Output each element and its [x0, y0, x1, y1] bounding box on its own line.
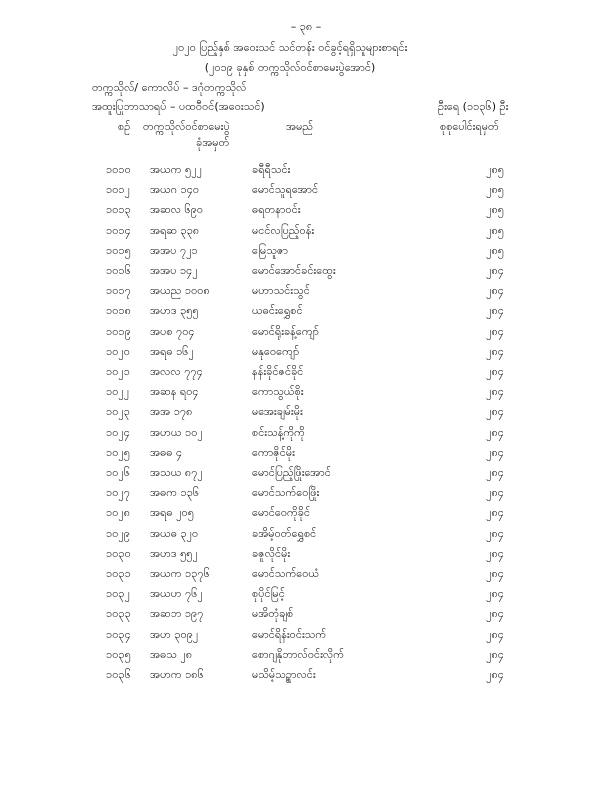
exam-number: အအပ ၁၄၂ [150, 264, 198, 277]
total-marks: ၂၈၅ [486, 203, 504, 217]
list-item [0, 325, 612, 343]
total-marks: ၂၈၄ [486, 546, 504, 560]
candidate-name: မနုဝေကျော် [252, 344, 300, 358]
row-number: ၁၀၁၅ [106, 243, 131, 257]
header-no: စဉ် [118, 120, 131, 133]
row-number: ၁၀၃၀ [106, 546, 131, 560]
university-line: တက္ကသိုလ်/ ကောလိပ် – ဒဂုံတက္ကသိုလ် [92, 81, 247, 94]
row-number: ၁၀၁၄ [106, 223, 131, 237]
total-marks: ၂၈၄ [486, 647, 504, 661]
list-item [0, 163, 612, 181]
candidate-name: ခအိမ့်ဝတ်ရွှေစင် [252, 526, 317, 540]
total-marks: ၂၈၅ [486, 243, 504, 257]
list-item [0, 668, 612, 686]
exam-number: အယဟ ၇၆၂ [150, 587, 203, 601]
row-number: ၁၀၂၂ [106, 385, 130, 399]
total-marks: ၂၈၄ [486, 567, 504, 580]
candidate-name: ခဇူလိုင်မိုး [252, 546, 291, 560]
total-marks: ၂၈၄ [486, 526, 504, 540]
row-number: ၁၀၂၈ [106, 506, 131, 520]
exam-number: အဓက ၁၃၆ [150, 486, 200, 500]
exam-number: အယက ၁၃၇၆ [150, 567, 210, 580]
list-item [0, 284, 612, 302]
total-marks: ၂၈၅ [486, 223, 504, 237]
page-number: – ၃၈ – [290, 20, 322, 33]
candidate-name: ကောသွယ်စိုး [252, 385, 304, 399]
list-item [0, 527, 612, 545]
row-number: ၁၀၂၄ [106, 425, 130, 439]
candidate-name: မောင်ပြည့်ဖြိုးအောင် [252, 466, 331, 479]
list-item [0, 426, 612, 444]
list-item [0, 385, 612, 403]
exam-number: အဆဘ ၁၉၇ [150, 607, 204, 621]
candidate-name: မောင်အောင်ခင်းထွေး [252, 264, 336, 277]
total-marks: ၂၈၄ [486, 304, 504, 318]
exam-number: အအပ ၇၂၁ [150, 243, 198, 257]
candidate-name: ကောဇိုင်မိုး [252, 445, 295, 459]
candidate-name: မောင်သူရအောင် [252, 183, 319, 197]
row-number: ၁၀၁၈ [106, 304, 131, 318]
major-line: အထူးပြုဘာသာရပ် – ပထဝီဝင်(အဝေးသင်) [92, 100, 265, 113]
total-marks: ၂၈၄ [486, 324, 504, 338]
list-item [0, 244, 612, 262]
candidate-name: ဓရတနာဝင်း [252, 203, 301, 217]
list-item [0, 486, 612, 504]
row-number: ၁၀၁၀ [106, 163, 131, 176]
exam-number: အရဓ ၁၆၂ [150, 344, 194, 358]
exam-number: အအ ၁၇၈ [150, 405, 193, 419]
header-exam-no-sub: ခုံအမှတ် [196, 136, 230, 149]
row-number: ၁၀၂၀ [106, 344, 130, 358]
candidate-name: မအေးချမ်းမိုး [252, 405, 303, 419]
list-item [0, 183, 612, 201]
candidate-name: မငင်လပြည့်ဝန်း [252, 223, 315, 237]
candidate-name: မောင်သက်ဝေယံ [252, 567, 320, 580]
row-number: ၁၀၁၉ [106, 324, 131, 338]
list-item [0, 587, 612, 605]
title-line-1: ၂၀၂၀ ပြည့်နှစ် အဝေးသင် သင်တန်း ဝင်ခွင့်ရရှိသူများစာရင်း [172, 41, 408, 54]
list-item [0, 446, 612, 464]
candidate-name: မောင်ရိန်းဝင်းသက် [252, 627, 327, 641]
candidate-name: မောင်ဝေကိုခိုင် [252, 506, 311, 520]
candidate-name: မြေသူဇာ [252, 243, 289, 257]
candidate-name: မသိမ့်သဥ္စာလင်း [252, 668, 316, 681]
exam-number: အပစ ၇၀၄ [150, 324, 195, 338]
total-marks: ၂၈၄ [486, 264, 504, 277]
row-number: ၁၀၃၂ [106, 587, 130, 601]
list-item [0, 203, 612, 221]
exam-number: အသယ ၈၇၂ [150, 466, 203, 479]
total-marks: ၂၈၄ [486, 385, 504, 399]
candidate-name: မောင်သက်ဝေဖြိုး [252, 486, 320, 500]
exam-number: အဟက ၁၈၆ [150, 668, 204, 681]
exam-number: အဆန ရ၀၄ [150, 385, 199, 399]
list-item [0, 547, 612, 565]
row-number: ၁၀၃၅ [106, 647, 131, 661]
row-number: ၁၀၃၁ [106, 567, 131, 580]
total-marks: ၂၈၄ [486, 587, 504, 601]
candidate-name: မောင်ရိုးခန့်ကျော် [252, 324, 319, 338]
total-marks: ၂၈၄ [486, 466, 504, 479]
exam-number: အယဂ ၁၄၀ [150, 183, 200, 197]
exam-number: အယက ၅၂၂ [150, 163, 203, 176]
row-number: ၁၀၃၄ [106, 627, 131, 641]
list-item [0, 304, 612, 322]
total-marks: ၂၈၄ [486, 405, 504, 419]
candidate-name: ယဓင်းရွှေစင် [252, 304, 303, 318]
header-exam-no: တက္ကသိုလ်ဝင်စာမေးပွဲ [143, 120, 230, 133]
row-number: ၁၀၃၆ [106, 668, 131, 681]
total-marks: ၂၈၄ [486, 486, 504, 500]
list-item [0, 506, 612, 524]
exam-number: အဟဒ ၃၅၅ [150, 304, 199, 318]
list-item [0, 405, 612, 423]
list-item [0, 567, 612, 585]
exam-number: အယည ၁၀၀၈ [150, 284, 210, 298]
candidate-name: စောဂျနိုဘာလ်ဝင်းလိုက် [252, 647, 344, 661]
row-number: ၁၀၂၁ [106, 365, 130, 378]
total-marks: ၂၈၄ [486, 607, 504, 621]
list-item [0, 224, 612, 242]
candidate-name: မဟာသင်းသွင် [252, 284, 310, 298]
list-item [0, 628, 612, 646]
exam-number: အယဓ ၃၂၀ [150, 526, 199, 540]
marks-header-count: ဦးရေ (၁၁၃၆) ဦး [438, 100, 509, 113]
exam-number: အဆလ ၆၉၀ [150, 203, 204, 217]
header-marks: စုစုပေါင်းရမှတ် [440, 120, 499, 133]
header-name: အမည် [286, 120, 314, 133]
total-marks: ၂၈၄ [486, 668, 504, 681]
list-item [0, 365, 612, 383]
row-number: ၁၀၁၃ [106, 203, 131, 217]
total-marks: ၂၈၄ [486, 344, 504, 358]
candidate-name: စုပိုင်မြင့် [252, 587, 285, 601]
total-marks: ၂၈၅ [486, 163, 504, 176]
row-number: ၁၀၂၆ [106, 466, 130, 479]
row-number: ၁၀၂၇ [106, 486, 130, 500]
candidate-name: စင်းသန့်ကိုကို [252, 425, 305, 439]
title-line-2: (၂၀၁၉ ခုနှစ် တက္ကသိုလ်ဝင်စာမေးပွဲအောင်) [204, 61, 376, 74]
list-item [0, 466, 612, 484]
row-number: ၁၀၁၂ [106, 183, 130, 197]
exam-number: အရဆ ၃၃၈ [150, 223, 200, 237]
total-marks: ၂၈၄ [486, 506, 504, 520]
list-item [0, 607, 612, 625]
total-marks: ၂၈၄ [486, 284, 504, 298]
list-item [0, 264, 612, 282]
candidate-name: မအိတုံချစ် [252, 607, 294, 621]
candidate-name: ခရီရီသင်း [252, 163, 291, 176]
row-number: ၁၀၂၃ [106, 405, 130, 419]
row-number: ၁၀၁၇ [106, 284, 131, 298]
exam-number: အဟယ ၁၀၂ [150, 425, 203, 439]
exam-number: အရဓ ၂၀၅ [150, 506, 194, 520]
row-number: ၁၀၁၆ [106, 264, 131, 277]
total-marks: ၂၈၄ [486, 627, 504, 641]
row-number: ၁၀၃၃ [106, 607, 131, 621]
exam-number: အဟ ၃၀၉၂ [150, 627, 199, 641]
candidate-name: နန်းခိုင်ဇင်ခိုင် [252, 365, 304, 378]
total-marks: ၂၈၄ [486, 445, 504, 459]
exam-number: အလလ ၇၇၄ [150, 365, 203, 378]
total-marks: ၂၈၅ [486, 183, 504, 197]
list-item [0, 648, 612, 666]
total-marks: ၂၈၄ [486, 425, 504, 439]
row-number: ၁၀၂၉ [106, 526, 130, 540]
exam-number: အဟဒ ၅၅၂ [150, 546, 198, 560]
exam-number: အဓဓ ၄ [150, 445, 183, 459]
exam-number: အဓသ ၂၈ [150, 647, 193, 661]
row-number: ၁၀၂၅ [106, 445, 130, 459]
total-marks: ၂၈၄ [486, 365, 504, 378]
list-item [0, 345, 612, 363]
